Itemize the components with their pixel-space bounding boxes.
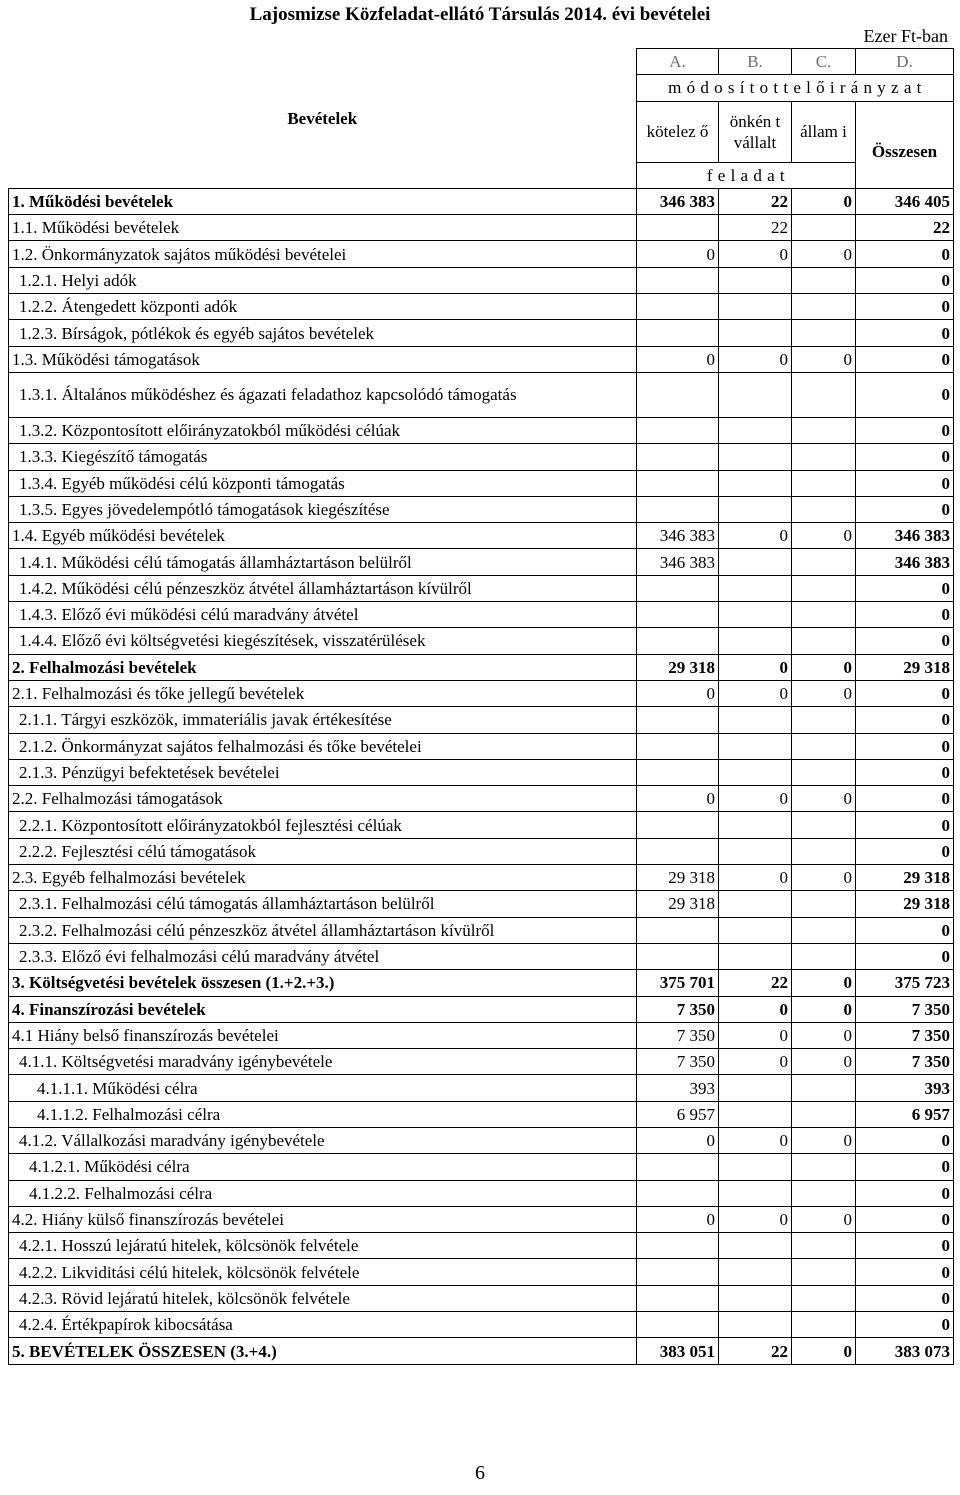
cell-mandatory bbox=[637, 838, 719, 864]
row-label: 2.2.1. Központosított előirányzatokból fejlesztési célúak bbox=[9, 812, 637, 838]
cell-mandatory: 0 bbox=[637, 1206, 719, 1232]
cell-mandatory bbox=[637, 267, 719, 293]
cell-mandatory bbox=[637, 1180, 719, 1206]
cell-total: 0 bbox=[856, 733, 954, 759]
cell-total: 0 bbox=[856, 1233, 954, 1259]
cell-total: 0 bbox=[856, 1285, 954, 1311]
cell-voluntary bbox=[719, 759, 792, 785]
cell-state bbox=[792, 707, 856, 733]
cell-state bbox=[792, 838, 856, 864]
row-label: 1.3.4. Egyéb működési célú központi támogatás bbox=[9, 470, 637, 496]
cell-mandatory: 29 318 bbox=[637, 654, 719, 680]
table-row bbox=[9, 575, 954, 601]
cell-total: 0 bbox=[856, 759, 954, 785]
cell-voluntary: 0 bbox=[719, 1022, 792, 1048]
cell-voluntary bbox=[719, 628, 792, 654]
cell-total: 0 bbox=[856, 1312, 954, 1338]
cell-mandatory bbox=[637, 1285, 719, 1311]
cell-total: 375 723 bbox=[856, 970, 954, 996]
table-row bbox=[9, 470, 954, 496]
row-label: 1.1. Működési bevételek bbox=[9, 215, 637, 241]
cell-voluntary: 0 bbox=[719, 1049, 792, 1075]
cell-total: 346 405 bbox=[856, 188, 954, 214]
row-label: 1.2.1. Helyi adók bbox=[9, 267, 637, 293]
row-label: 5. BEVÉTELEK ÖSSZESEN (3.+4.) bbox=[9, 1338, 637, 1364]
cell-mandatory bbox=[637, 602, 719, 628]
cell-state: 0 bbox=[792, 346, 856, 372]
table-row bbox=[9, 838, 954, 864]
table-row bbox=[9, 786, 954, 812]
unit-label: Ezer Ft-ban bbox=[863, 26, 948, 46]
cell-total: 0 bbox=[856, 1206, 954, 1232]
cell-total: 0 bbox=[856, 444, 954, 470]
cell-mandatory: 7 350 bbox=[637, 996, 719, 1022]
table-row bbox=[9, 943, 954, 969]
table-row bbox=[9, 372, 954, 417]
row-label: 2.1. Felhalmozási és tőke jellegű bevételek bbox=[9, 680, 637, 706]
table-row bbox=[9, 1022, 954, 1048]
cell-voluntary bbox=[719, 733, 792, 759]
document-title: Lajosmizse Közfeladat-ellátó Társulás 2014. évi bevételei bbox=[249, 4, 711, 25]
row-label: 4.2.2. Likviditási célú hitelek, kölcsönök felvétele bbox=[9, 1259, 637, 1285]
col-letter-d: D. bbox=[856, 49, 954, 75]
row-label: 2.3. Egyéb felhalmozási bevételek bbox=[9, 865, 637, 891]
table-row bbox=[9, 865, 954, 891]
page-number: 6 bbox=[475, 1462, 485, 1484]
row-label: 4. Finanszírozási bevételek bbox=[9, 996, 637, 1022]
cell-voluntary bbox=[719, 444, 792, 470]
cell-state bbox=[792, 917, 856, 943]
table-row bbox=[9, 759, 954, 785]
cell-voluntary bbox=[719, 602, 792, 628]
task-label: f e l a d a t bbox=[637, 162, 856, 188]
cell-state bbox=[792, 943, 856, 969]
row-label: 4.1.1. Költségvetési maradvány igénybevétele bbox=[9, 1049, 637, 1075]
cell-voluntary bbox=[719, 891, 792, 917]
cell-state bbox=[792, 1285, 856, 1311]
row-label: 2.2. Felhalmozási támogatások bbox=[9, 786, 637, 812]
row-label: 4.1 Hiány belső finanszírozás bevételei bbox=[9, 1022, 637, 1048]
table-row bbox=[9, 188, 954, 214]
cell-voluntary bbox=[719, 838, 792, 864]
cell-voluntary bbox=[719, 470, 792, 496]
row-label: 1.3.1. Általános működéshez és ágazati feladathoz kapcsolódó támogatás bbox=[9, 372, 637, 417]
cell-mandatory bbox=[637, 1259, 719, 1285]
row-label: 1.3. Működési támogatások bbox=[9, 346, 637, 372]
cell-total: 0 bbox=[856, 1154, 954, 1180]
cell-total: 0 bbox=[856, 943, 954, 969]
cell-state bbox=[792, 602, 856, 628]
cell-voluntary bbox=[719, 1101, 792, 1127]
cell-voluntary bbox=[719, 372, 792, 417]
col-letter-c: C. bbox=[792, 49, 856, 75]
table-row bbox=[9, 1075, 954, 1101]
cell-mandatory: 346 383 bbox=[637, 523, 719, 549]
cell-state bbox=[792, 1259, 856, 1285]
row-label: 3. Költségvetési bevételek összesen (1.+2.+3.) bbox=[9, 970, 637, 996]
cell-state: 0 bbox=[792, 523, 856, 549]
row-label: 2.3.1. Felhalmozási célú támogatás államháztartáson belülről bbox=[9, 891, 637, 917]
cell-total: 0 bbox=[856, 1180, 954, 1206]
table-row bbox=[9, 1180, 954, 1206]
cell-total: 0 bbox=[856, 812, 954, 838]
cell-state bbox=[792, 549, 856, 575]
col-voluntary-header: önkén t vállalt bbox=[719, 101, 792, 162]
cell-mandatory bbox=[637, 575, 719, 601]
cell-mandatory bbox=[637, 943, 719, 969]
row-label: 1.4.4. Előző évi költségvetési kiegészítések, visszatérülések bbox=[9, 628, 637, 654]
col-state-header: állam i bbox=[792, 101, 856, 162]
cell-state bbox=[792, 1075, 856, 1101]
cell-voluntary bbox=[719, 417, 792, 443]
cell-voluntary bbox=[719, 496, 792, 522]
cell-state: 0 bbox=[792, 1127, 856, 1153]
cell-total: 346 383 bbox=[856, 523, 954, 549]
cell-mandatory: 0 bbox=[637, 680, 719, 706]
row-label: 1.3.5. Egyes jövedelempótló támogatások kiegészítése bbox=[9, 496, 637, 522]
col-letter-b: B. bbox=[719, 49, 792, 75]
cell-mandatory bbox=[637, 470, 719, 496]
table-row bbox=[9, 1206, 954, 1232]
cell-mandatory bbox=[637, 812, 719, 838]
cell-voluntary: 0 bbox=[719, 241, 792, 267]
cell-total: 0 bbox=[856, 320, 954, 346]
row-label: 2.1.2. Önkormányzat sajátos felhalmozási és tőke bevételei bbox=[9, 733, 637, 759]
row-header-label: Bevételek bbox=[287, 108, 358, 128]
cell-mandatory: 0 bbox=[637, 241, 719, 267]
cell-state: 0 bbox=[792, 188, 856, 214]
row-label: 4.2.4. Értékpapírok kibocsátása bbox=[9, 1312, 637, 1338]
row-label: 1.4.3. Előző évi működési célú maradvány átvétel bbox=[9, 602, 637, 628]
cell-voluntary: 0 bbox=[719, 523, 792, 549]
cell-mandatory bbox=[637, 1154, 719, 1180]
cell-mandatory: 346 383 bbox=[637, 188, 719, 214]
row-label: 1.2.2. Átengedett központi adók bbox=[9, 294, 637, 320]
cell-voluntary: 22 bbox=[719, 215, 792, 241]
cell-state bbox=[792, 267, 856, 293]
table-row bbox=[9, 1127, 954, 1153]
cell-mandatory bbox=[637, 1312, 719, 1338]
cell-voluntary: 0 bbox=[719, 1127, 792, 1153]
cell-voluntary: 0 bbox=[719, 996, 792, 1022]
cell-total: 7 350 bbox=[856, 1049, 954, 1075]
table-row bbox=[9, 1233, 954, 1259]
cell-voluntary bbox=[719, 1154, 792, 1180]
cell-voluntary bbox=[719, 267, 792, 293]
cell-mandatory bbox=[637, 917, 719, 943]
cell-mandatory: 0 bbox=[637, 1127, 719, 1153]
cell-mandatory: 375 701 bbox=[637, 970, 719, 996]
row-label: 4.1.2.2. Felhalmozási célra bbox=[9, 1180, 637, 1206]
cell-voluntary bbox=[719, 943, 792, 969]
cell-mandatory bbox=[637, 1233, 719, 1259]
modified-appropriation-label: m ó d o s í t o t t e l ő i r á n y z a t bbox=[637, 75, 954, 101]
cell-mandatory bbox=[637, 496, 719, 522]
table-row bbox=[9, 602, 954, 628]
cell-total: 383 073 bbox=[856, 1338, 954, 1364]
table-row bbox=[9, 680, 954, 706]
cell-mandatory bbox=[637, 417, 719, 443]
cell-state bbox=[792, 496, 856, 522]
cell-voluntary bbox=[719, 549, 792, 575]
table-row bbox=[9, 1154, 954, 1180]
cell-state bbox=[792, 1180, 856, 1206]
cell-total: 0 bbox=[856, 575, 954, 601]
cell-state bbox=[792, 759, 856, 785]
cell-total: 0 bbox=[856, 917, 954, 943]
revenue-table bbox=[8, 48, 954, 1365]
cell-state bbox=[792, 812, 856, 838]
table-row bbox=[9, 523, 954, 549]
cell-mandatory: 6 957 bbox=[637, 1101, 719, 1127]
cell-state bbox=[792, 1101, 856, 1127]
cell-state: 0 bbox=[792, 241, 856, 267]
cell-voluntary: 0 bbox=[719, 680, 792, 706]
table-row bbox=[9, 707, 954, 733]
cell-state: 0 bbox=[792, 865, 856, 891]
table-row bbox=[9, 812, 954, 838]
table-row bbox=[9, 891, 954, 917]
cell-voluntary bbox=[719, 1259, 792, 1285]
row-label: 4.1.2.1. Működési célra bbox=[9, 1154, 637, 1180]
cell-mandatory: 7 350 bbox=[637, 1022, 719, 1048]
cell-total: 0 bbox=[856, 294, 954, 320]
row-label: 1.4.2. Működési célú pénzeszköz átvétel államháztartáson kívülről bbox=[9, 575, 637, 601]
cell-mandatory: 383 051 bbox=[637, 1338, 719, 1364]
cell-state bbox=[792, 575, 856, 601]
cell-state: 0 bbox=[792, 680, 856, 706]
row-label: 2.2.2. Fejlesztési célú támogatások bbox=[9, 838, 637, 864]
cell-voluntary bbox=[719, 294, 792, 320]
cell-voluntary: 0 bbox=[719, 346, 792, 372]
row-label: 4.2.3. Rövid lejáratú hitelek, kölcsönök felvétele bbox=[9, 1285, 637, 1311]
cell-mandatory: 0 bbox=[637, 786, 719, 812]
row-label: 2.3.3. Előző évi felhalmozási célú maradvány átvétel bbox=[9, 943, 637, 969]
row-label: 4.2.1. Hosszú lejáratú hitelek, kölcsönök felvétele bbox=[9, 1233, 637, 1259]
cell-voluntary bbox=[719, 1180, 792, 1206]
cell-voluntary bbox=[719, 1312, 792, 1338]
table-row bbox=[9, 496, 954, 522]
row-label: 4.2. Hiány külső finanszírozás bevételei bbox=[9, 1206, 637, 1232]
cell-total: 0 bbox=[856, 628, 954, 654]
table-row bbox=[9, 444, 954, 470]
cell-state: 0 bbox=[792, 1206, 856, 1232]
table-row bbox=[9, 215, 954, 241]
table-row bbox=[9, 1259, 954, 1285]
cell-voluntary: 0 bbox=[719, 654, 792, 680]
cell-total: 0 bbox=[856, 372, 954, 417]
cell-state bbox=[792, 215, 856, 241]
table-row bbox=[9, 917, 954, 943]
table-row bbox=[9, 549, 954, 575]
cell-total: 346 383 bbox=[856, 549, 954, 575]
row-label: 1.3.3. Kiegészítő támogatás bbox=[9, 444, 637, 470]
table-row bbox=[9, 1049, 954, 1075]
table-row bbox=[9, 417, 954, 443]
table-row bbox=[9, 996, 954, 1022]
cell-mandatory bbox=[637, 320, 719, 346]
cell-total: 0 bbox=[856, 838, 954, 864]
row-label: 1.4.1. Működési célú támogatás államháztartáson belülről bbox=[9, 549, 637, 575]
cell-state bbox=[792, 733, 856, 759]
row-label: 4.1.2. Vállalkozási maradvány igénybevétele bbox=[9, 1127, 637, 1153]
cell-voluntary bbox=[719, 575, 792, 601]
row-label: 2.3.2. Felhalmozási célú pénzeszköz átvétel államháztartáson kívülről bbox=[9, 917, 637, 943]
table-row bbox=[9, 267, 954, 293]
cell-total: 29 318 bbox=[856, 654, 954, 680]
cell-mandatory bbox=[637, 707, 719, 733]
cell-voluntary: 0 bbox=[719, 786, 792, 812]
cell-state bbox=[792, 1312, 856, 1338]
cell-mandatory: 346 383 bbox=[637, 549, 719, 575]
cell-total: 0 bbox=[856, 417, 954, 443]
cell-state bbox=[792, 294, 856, 320]
table-row bbox=[9, 628, 954, 654]
cell-voluntary: 0 bbox=[719, 865, 792, 891]
row-label: 1.2.3. Bírságok, pótlékok és egyéb sajátos bevételek bbox=[9, 320, 637, 346]
table-row bbox=[9, 1285, 954, 1311]
row-label: 1.4. Egyéb működési bevételek bbox=[9, 523, 637, 549]
cell-mandatory bbox=[637, 733, 719, 759]
cell-state: 0 bbox=[792, 970, 856, 996]
cell-total: 0 bbox=[856, 786, 954, 812]
cell-voluntary bbox=[719, 1233, 792, 1259]
cell-total: 0 bbox=[856, 1127, 954, 1153]
cell-total: 0 bbox=[856, 1259, 954, 1285]
cell-total: 0 bbox=[856, 496, 954, 522]
row-label: 2.1.3. Pénzügyi befektetések bevételei bbox=[9, 759, 637, 785]
cell-voluntary: 22 bbox=[719, 188, 792, 214]
cell-state: 0 bbox=[792, 1049, 856, 1075]
cell-voluntary bbox=[719, 1285, 792, 1311]
cell-mandatory bbox=[637, 294, 719, 320]
col-letter-a: A. bbox=[637, 49, 719, 75]
cell-voluntary bbox=[719, 1075, 792, 1101]
table-row bbox=[9, 1338, 954, 1364]
cell-total: 0 bbox=[856, 470, 954, 496]
cell-total: 0 bbox=[856, 602, 954, 628]
cell-voluntary bbox=[719, 707, 792, 733]
cell-total: 22 bbox=[856, 215, 954, 241]
cell-total: 0 bbox=[856, 707, 954, 733]
row-label: 4.1.1.2. Felhalmozási célra bbox=[9, 1101, 637, 1127]
col-total-header: Összesen bbox=[856, 101, 954, 188]
table-row bbox=[9, 1101, 954, 1127]
cell-voluntary bbox=[719, 917, 792, 943]
cell-mandatory: 29 318 bbox=[637, 891, 719, 917]
cell-voluntary: 22 bbox=[719, 970, 792, 996]
cell-state: 0 bbox=[792, 1022, 856, 1048]
col-mandatory-header: kötelez ő bbox=[637, 101, 719, 162]
cell-state bbox=[792, 1154, 856, 1180]
cell-mandatory: 393 bbox=[637, 1075, 719, 1101]
cell-state bbox=[792, 372, 856, 417]
cell-voluntary: 0 bbox=[719, 1206, 792, 1232]
cell-total: 29 318 bbox=[856, 891, 954, 917]
cell-total: 6 957 bbox=[856, 1101, 954, 1127]
table-row bbox=[9, 241, 954, 267]
cell-state: 0 bbox=[792, 996, 856, 1022]
cell-voluntary bbox=[719, 812, 792, 838]
row-label: 2. Felhalmozási bevételek bbox=[9, 654, 637, 680]
cell-total: 29 318 bbox=[856, 865, 954, 891]
row-label: 4.1.1.1. Működési célra bbox=[9, 1075, 637, 1101]
cell-mandatory: 29 318 bbox=[637, 865, 719, 891]
cell-state: 0 bbox=[792, 786, 856, 812]
cell-total: 0 bbox=[856, 267, 954, 293]
cell-state bbox=[792, 1233, 856, 1259]
table-row bbox=[9, 654, 954, 680]
cell-total: 0 bbox=[856, 241, 954, 267]
cell-total: 7 350 bbox=[856, 996, 954, 1022]
table-row bbox=[9, 320, 954, 346]
cell-mandatory bbox=[637, 372, 719, 417]
cell-state bbox=[792, 628, 856, 654]
cell-total: 7 350 bbox=[856, 1022, 954, 1048]
cell-state bbox=[792, 470, 856, 496]
cell-state bbox=[792, 320, 856, 346]
cell-total: 0 bbox=[856, 346, 954, 372]
table-row bbox=[9, 1312, 954, 1338]
cell-state: 0 bbox=[792, 1338, 856, 1364]
table-row bbox=[9, 346, 954, 372]
row-label: 1.2. Önkormányzatok sajátos működési bevételei bbox=[9, 241, 637, 267]
cell-state bbox=[792, 417, 856, 443]
cell-state bbox=[792, 891, 856, 917]
row-label: 2.1.1. Tárgyi eszközök, immateriális javak értékesítése bbox=[9, 707, 637, 733]
cell-voluntary bbox=[719, 320, 792, 346]
cell-mandatory bbox=[637, 444, 719, 470]
cell-state bbox=[792, 444, 856, 470]
cell-mandatory: 0 bbox=[637, 346, 719, 372]
cell-total: 0 bbox=[856, 680, 954, 706]
cell-mandatory: 7 350 bbox=[637, 1049, 719, 1075]
table-row bbox=[9, 733, 954, 759]
cell-total: 393 bbox=[856, 1075, 954, 1101]
table-row bbox=[9, 970, 954, 996]
cell-state: 0 bbox=[792, 654, 856, 680]
row-label: 1. Működési bevételek bbox=[9, 188, 637, 214]
cell-mandatory bbox=[637, 759, 719, 785]
table-row bbox=[9, 294, 954, 320]
cell-mandatory bbox=[637, 628, 719, 654]
row-label: 1.3.2. Központosított előirányzatokból működési célúak bbox=[9, 417, 637, 443]
cell-voluntary: 22 bbox=[719, 1338, 792, 1364]
cell-mandatory bbox=[637, 215, 719, 241]
header-letters-row bbox=[9, 49, 954, 75]
